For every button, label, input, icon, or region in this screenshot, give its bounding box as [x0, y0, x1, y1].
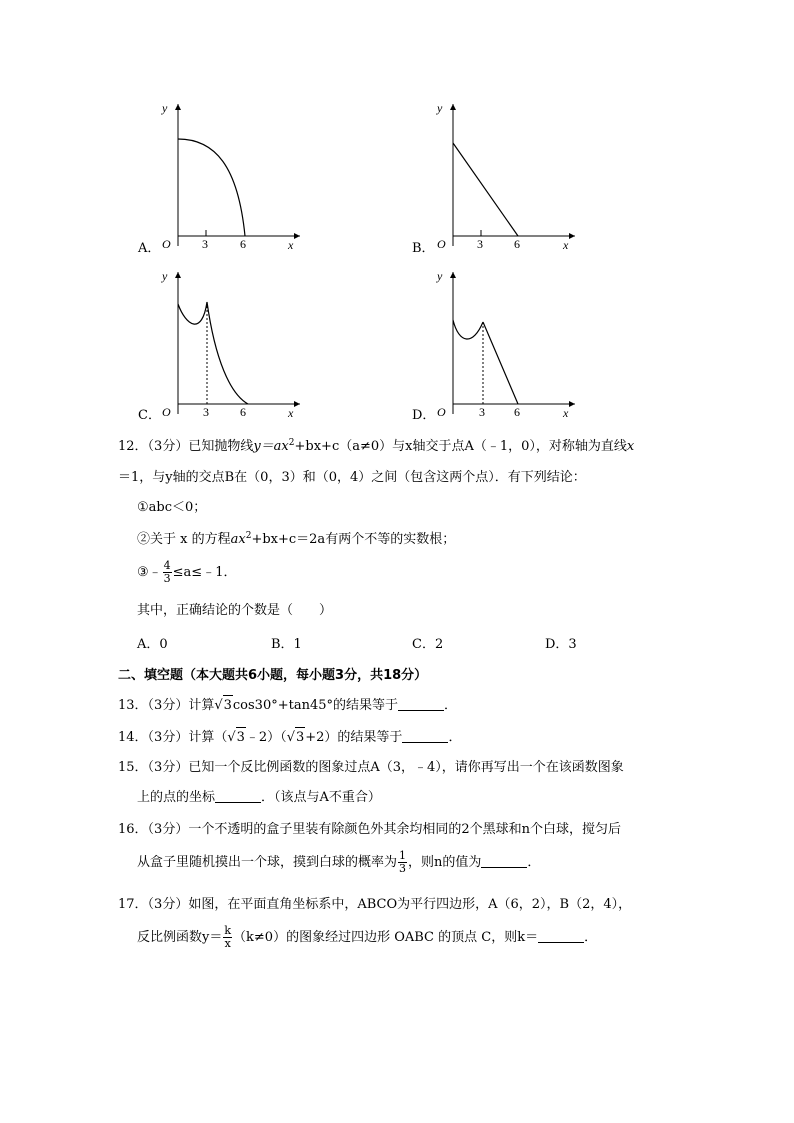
- curve-c-left: [178, 302, 207, 324]
- answer-blank[interactable]: [481, 853, 527, 868]
- q12-line1: 12．（3分）已知抛物线$y=ax^2+bx+c(a\ne 0)$与x轴交于点A（﹣1，0），对称轴为直线x: [118, 438, 635, 454]
- curve-d-left: [453, 320, 483, 339]
- curve-a: [178, 139, 245, 236]
- graph-a: [140, 96, 310, 256]
- tick-6: 6: [514, 237, 520, 251]
- axis-x-label: x: [288, 406, 294, 420]
- axis-y-label: y: [162, 101, 168, 115]
- sqrt: √3: [227, 727, 246, 748]
- graph-d-label: D．: [412, 408, 436, 423]
- sqrt: √3: [214, 695, 233, 716]
- q12-conclusion-3: ③﹣ $\frac{4}{3}$ ≤a≤﹣1．: [137, 559, 237, 585]
- q16-line1: 16．（3分）一个不透明的盒子里装有除颜色外其余均相同的2个黑球和n个白球，搅匀后: [118, 822, 621, 837]
- choice-c[interactable]: C．2: [412, 637, 444, 652]
- sqrt: √3: [287, 727, 306, 748]
- tick-3: 3: [479, 405, 485, 419]
- tick-6: 6: [514, 405, 520, 419]
- origin-label: O: [162, 405, 171, 419]
- axis-y-label: y: [437, 101, 443, 115]
- q15-line1: 15．（3分）已知一个反比例函数的图象过点A（3，﹣4），请你再写出一个在该函数图象: [118, 760, 624, 775]
- graph-d: [415, 264, 585, 424]
- origin-label: O: [162, 237, 171, 251]
- axis-x-label: x: [563, 406, 569, 420]
- graph-a-label: A．: [138, 241, 161, 256]
- q15-line2: 上的点的坐标 ．（该点与A不重合）: [137, 790, 381, 805]
- tick-3: 3: [202, 237, 208, 251]
- q12-ask: 其中，正确结论的个数是（ ）: [137, 603, 333, 618]
- axis-y-label: y: [162, 269, 168, 283]
- origin-label: O: [437, 237, 446, 251]
- line-d-right: [483, 322, 518, 404]
- q12-line2: ＝1，与y轴的交点B在（0，3）和（0，4）之间（包含这两个点）．有下列结论：: [118, 470, 586, 485]
- q17-line1: 17．（3分）如图，在平面直角坐标系中，ABCO为平行四边形，A（6，2），B（2，4），: [118, 897, 632, 912]
- graph-c: [140, 264, 310, 424]
- choice-a[interactable]: A．0: [137, 637, 168, 652]
- tick-3: 3: [203, 405, 209, 419]
- graph-b: [415, 96, 585, 256]
- q17-line2: 反比例函数y＝ $\frac{k}{x}$ （k≠0）的图象经过四边形 OABC 的顶点 C，则k＝ ．: [137, 924, 598, 950]
- axis-x-label: x: [563, 238, 569, 252]
- fraction: $\frac{1}{3}$: [399, 849, 407, 875]
- q12-conclusion-2: ②关于 x 的方程$ax^2+bx+c=2a$有两个不等的实数根；: [137, 531, 456, 547]
- graph-b-label: B．: [412, 241, 435, 256]
- q14: 14．（3分）计算（√3﹣2）（√3+2）的结果等于 ．: [118, 727, 461, 748]
- line-b: [453, 143, 518, 236]
- section-title: 二、填空题（本大题共6小题，每小题3分，共18分）: [118, 668, 428, 683]
- choice-d[interactable]: D．3: [545, 637, 577, 652]
- graph-c-label: C．: [138, 408, 161, 423]
- tick-3: 3: [477, 237, 483, 251]
- axis-y-label: y: [437, 269, 443, 283]
- q16-line2: 从盒子里随机摸出一个球，摸到白球的概率为 $\frac{1}{3}$ ，则n的值为 ．: [137, 849, 541, 875]
- q13: 13．（3分）计算√3cos30°+tan45°的结果等于 ．: [118, 695, 457, 716]
- axis-x-label: x: [288, 238, 294, 252]
- answer-blank[interactable]: [402, 728, 448, 743]
- tick-6: 6: [240, 237, 246, 251]
- fraction: $\frac{4}{3}$: [163, 559, 171, 585]
- answer-blank[interactable]: [215, 788, 261, 803]
- fraction: $\frac{k}{x}$: [224, 924, 232, 950]
- q12-choices: [137, 633, 617, 653]
- answer-blank[interactable]: [538, 928, 584, 943]
- tick-6: 6: [240, 405, 246, 419]
- answer-blank[interactable]: [398, 696, 444, 711]
- origin-label: O: [437, 405, 446, 419]
- q12-conclusion-1: ①abc＜0；: [137, 500, 207, 515]
- curve-c-right: [207, 302, 248, 404]
- choice-b[interactable]: B．1: [271, 637, 302, 652]
